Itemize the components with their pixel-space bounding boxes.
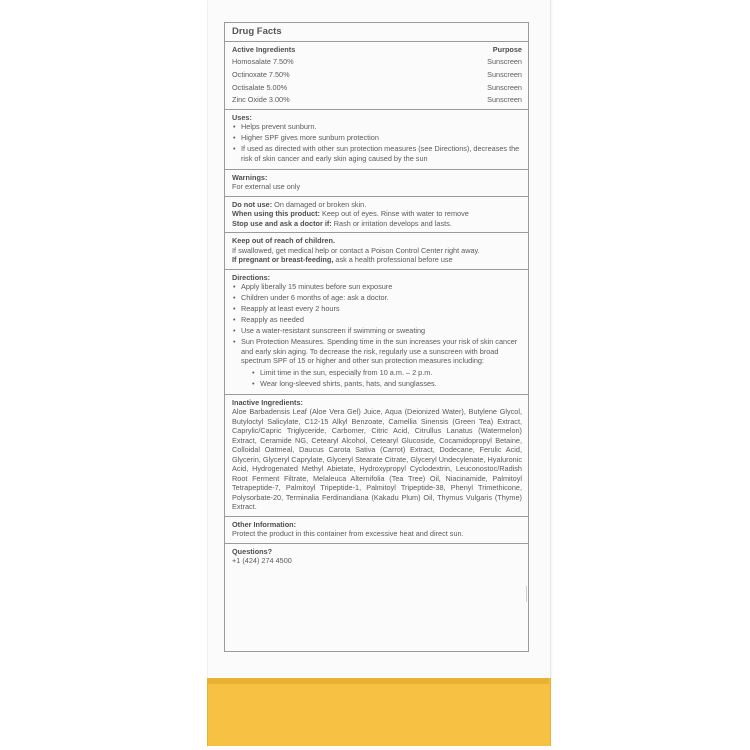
list-item: • Higher SPF gives more sunburn protection [232, 133, 522, 143]
ingredient-purpose: Sunscreen [487, 95, 522, 105]
stop-use-text: Rash or irritation develops and lasts. [331, 218, 452, 228]
list-item [232, 337, 522, 388]
when-using-label: When using this product: [232, 209, 320, 219]
list-item: • Children under 6 months of age: ask a doctor. [232, 293, 522, 303]
ingredient-name: Octisalate 5.00% [232, 82, 288, 92]
active-ingredients-section [225, 42, 528, 110]
edge-mark [526, 586, 527, 602]
other-information-section [225, 517, 528, 544]
sun-protection-text: Sun Protection Measures. Spending time in the sun increases your risk of skin cancer and early skin aging. To decrease the risk, regularly use a sunscreen with broad spectrum SPF of 15 or higher and other sun protection measures including: [241, 337, 518, 366]
list-item: • Limit time in the sun, especially from 10 a.m. – 2 p.m. [251, 368, 522, 378]
list-item: • Apply liberally 15 minutes before sun exposure [232, 282, 522, 292]
active-header-row [232, 45, 522, 55]
questions-heading: Questions? [232, 546, 273, 556]
directions-section [225, 270, 528, 395]
warnings-section [225, 170, 528, 197]
uses-section [225, 110, 528, 170]
uses-heading: Uses: [232, 112, 252, 122]
warnings-heading: Warnings: [232, 172, 268, 182]
ingredient-purpose: Sunscreen [487, 57, 522, 66]
ingredient-name: Homosalate 7.50% [232, 57, 294, 66]
inactive-heading: Inactive Ingredients: [232, 397, 303, 407]
warnings-text: For external use only [232, 182, 301, 192]
stop-use-label: Stop use and ask a doctor if: [232, 218, 332, 228]
cap-shadow [207, 678, 549, 684]
inactive-ingredients-section [225, 395, 528, 517]
drug-facts-panel [224, 22, 529, 652]
inactive-text: Aloe Barbadensis Leaf (Aloe Vera Gel) Juice, Aqua (Deionized Water), Butylene Glycol, Butyloctyl Salicylate, C12-15 Alkyl Benzoate, Camellia Sinensis (Green Tea) Extract, Caprylic/Capric Triglyceride, Carbomer, Citric Acid, Citrullus Lanatus (Watermelon) Extract, Ceramide NG, Cetearyl Alcohol, Cetearyl Glucoside, Cocamidopropyl Betaine, Colloidal Oatmeal, Daucus Carota Sativa (Carrot) Extract, Dodecane, Ferulic Acid, Glycerin, Glyceryl Caprylate, Glyceryl Stearate Citrate, Glyceryl Undecylenate, Hyaluronic Acid, Hydrogenated Methyl Abietate, Hydroxypropyl Cyclodextrin, Leuconostoc/Radish Root Ferment Filtrate, Melaleuca Alternifolia (Tea Tree) Oil, Niacinamide, Palmitoyl Tetrapeptide-7, Palmitoyl Tripeptide-1, Palmitoyl Tripeptide-38, Phenyl Trimethicone, Polysorbate-20, Terminalia Ferdinandiana (Kakadu Plum) Oil, Thymus Vulgaris (Thyme) Extract. [232, 407, 522, 512]
pregnant-label: If pregnant or breast-feeding, [232, 255, 334, 265]
ingredient-name: Zinc Oxide 3.00% [232, 95, 290, 105]
active-ingredients-heading: Active Ingredients [232, 44, 296, 54]
ingredient-row [232, 57, 522, 67]
phone-number: +1 (424) 274 4500 [232, 556, 292, 566]
list-item: • Reapply as needed [232, 315, 522, 325]
ingredient-row [232, 83, 522, 93]
ingredient-name: Octinoxate 7.50% [232, 69, 290, 79]
yellow-cap [207, 678, 551, 746]
do-not-use-section [225, 197, 528, 234]
do-not-use-text: On damaged or broken skin. [272, 199, 367, 209]
pregnant-text: ask a health professional before use [333, 255, 453, 265]
ingredient-row [232, 70, 522, 80]
stop-use-line [232, 219, 522, 229]
ingredient-purpose: Sunscreen [487, 82, 522, 92]
list-item: • If used as directed with other sun protection measures (see Directions), decreases the risk of skin cancer and early skin aging caused by the sun [232, 144, 522, 163]
questions-section [225, 544, 528, 570]
drug-facts-title: Drug Facts [225, 23, 528, 42]
do-not-use-line [232, 200, 522, 210]
when-using-text: Keep out of eyes. Rinse with water to remove [319, 209, 469, 219]
when-using-line [232, 209, 522, 219]
pregnant-line [232, 255, 522, 265]
keep-out-heading: Keep out of reach of children. [232, 236, 335, 246]
purpose-heading: Purpose [492, 44, 522, 54]
directions-heading: Directions: [232, 272, 271, 282]
sun-protection-sublist [241, 368, 522, 389]
list-item: • Reapply at least every 2 hours [232, 304, 522, 314]
keep-out-section [225, 233, 528, 270]
keep-out-text: If swallowed, get medical help or contact a Poison Control Center right away. [232, 245, 480, 255]
ingredient-purpose: Sunscreen [487, 69, 522, 79]
other-text: Protect the product in this container from excessive heat and direct sun. [232, 529, 464, 539]
ingredient-row [232, 95, 522, 105]
other-heading: Other Information: [232, 519, 297, 529]
uses-list [232, 122, 522, 163]
list-item: • Use a water-resistant sunscreen if swimming or sweating [232, 326, 522, 336]
do-not-use-label: Do not use: [232, 199, 273, 209]
list-item: • Helps prevent sunburn. [232, 122, 522, 132]
directions-list [232, 282, 522, 388]
list-item: • Wear long-sleeved shirts, pants, hats, and sunglasses. [251, 379, 522, 389]
